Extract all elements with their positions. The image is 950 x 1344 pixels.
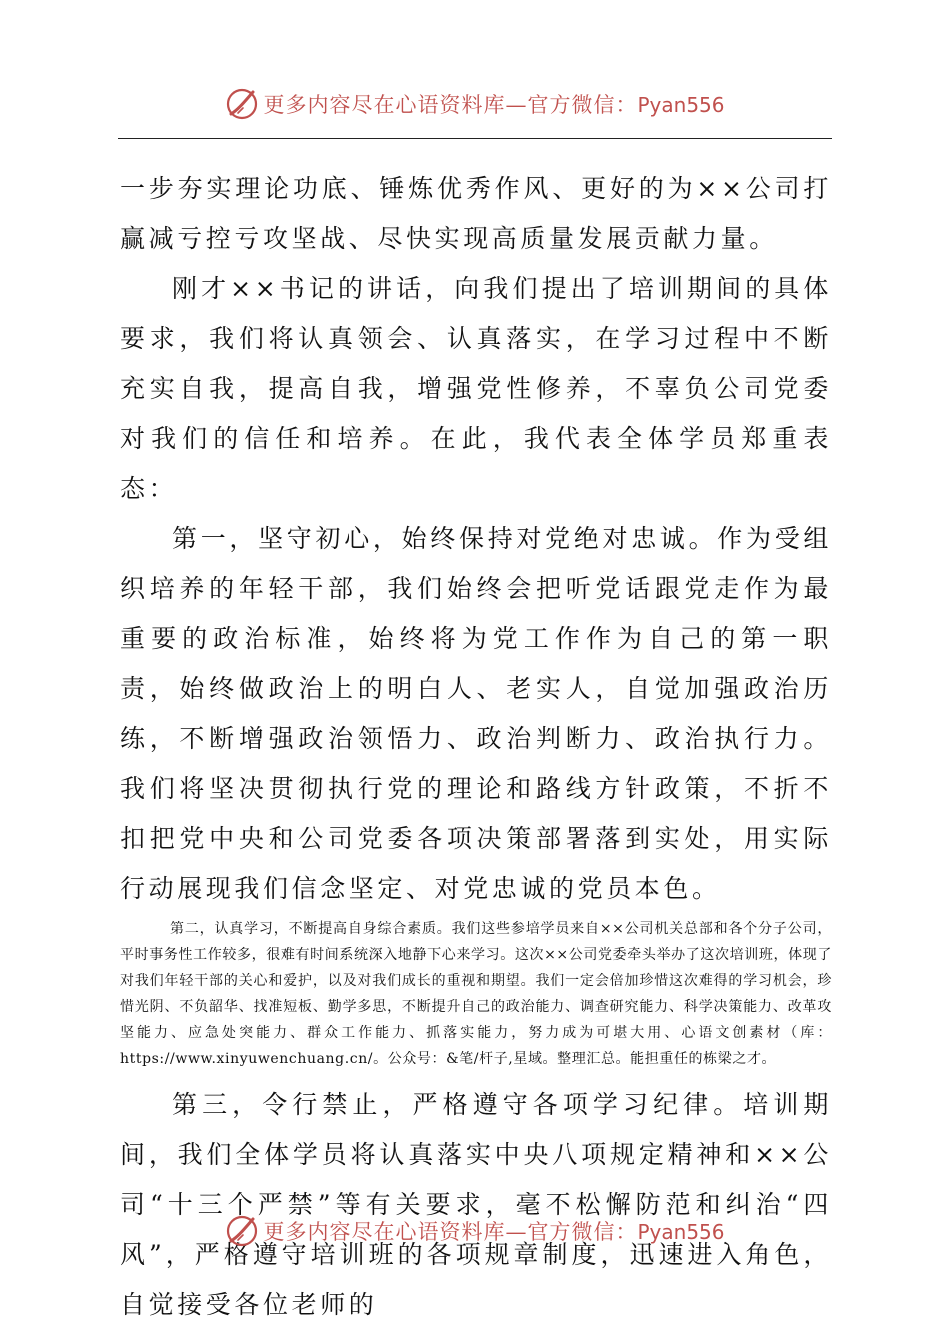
pen-logo-icon [225, 87, 259, 121]
paragraph-third-point: 第三，令行禁止，严格遵守各项学习纪律。培训期间，我们全体学员将认真落实中央八项规定精神和××公司“十三个严禁”等有关要求，毫不松懈防范和纠治“四风”，严格遵守培训班的各项规章制度，迅速进入角色，自觉接受各位老师的 [120, 1090, 832, 1319]
footer-banner[interactable] [0, 1211, 950, 1251]
footer-banner-text: 更多内容尽在心语资料库—官方微信：Pyan556 [263, 1220, 725, 1244]
footer-banner-id: Pyan556 [637, 1220, 725, 1244]
paragraph-commitment: 刚才××书记的讲话，向我们提出了培训期间的具体要求，我们将认真领会、认真落实，在学习过程中不断充实自我，提高自我，增强党性修养，不辜负公司党委对我们的信任和培养。在此，我代表全体学员郑重表态： [120, 274, 832, 503]
paragraph-continuation: 一步夯实理论功底、锤炼优秀作风、更好的为××公司打赢减亏控亏攻坚战、尽快实现高质量发展贡献力量。 [120, 174, 832, 253]
header-banner[interactable] [0, 84, 950, 124]
header-divider [118, 138, 832, 139]
header-banner-text: 更多内容尽在心语资料库—官方微信：Pyan556 [263, 93, 725, 117]
paragraph-first-point: 第一，坚守初心，始终保持对党绝对忠诚。作为受组织培养的年轻干部，我们始终会把听党话跟党走作为最重要的政治标准，始终将为党工作作为自己的第一职责，始终做政治上的明白人、老实人，自觉加强政治历练，不断增强政治领悟力、政治判断力、政治执行力。我们将坚决贯彻执行党的理论和路线方针政策，不折不扣把党中央和公司党委各项决策部署落到实处，用实际行动展现我们信念坚定、对党忠诚的党员本色。 [120, 524, 832, 903]
pen-logo-icon [225, 1214, 259, 1248]
document-body [120, 164, 832, 1330]
header-banner-id: Pyan556 [637, 93, 725, 117]
paragraph-second-point: 第二，认真学习，不断提高自身综合素质。我们这些参培学员来自××公司机关总部和各个分子公司，平时事务性工作较多，很难有时间系统深入地静下心来学习。这次××公司党委牵头举办了这次培训班，体现了对我们年轻干部的关心和爱护，以及对我们成长的重视和期望。我们一定会倍加珍惜这次难得的学习机会，珍惜光阴、不负韶华、找准短板、勤学多思，不断提升自己的政治能力、调查研究能力、科学决策能力、改革攻坚能力、应急处突能力、群众工作能力、抓落实能力，努力成为可堪大用、心语文创素材（库：https://www.xinyuwenchuang.cn/。公众号：&笔/杆子,星域。整理汇总。能担重任的栋梁之才。 [120, 921, 832, 1067]
